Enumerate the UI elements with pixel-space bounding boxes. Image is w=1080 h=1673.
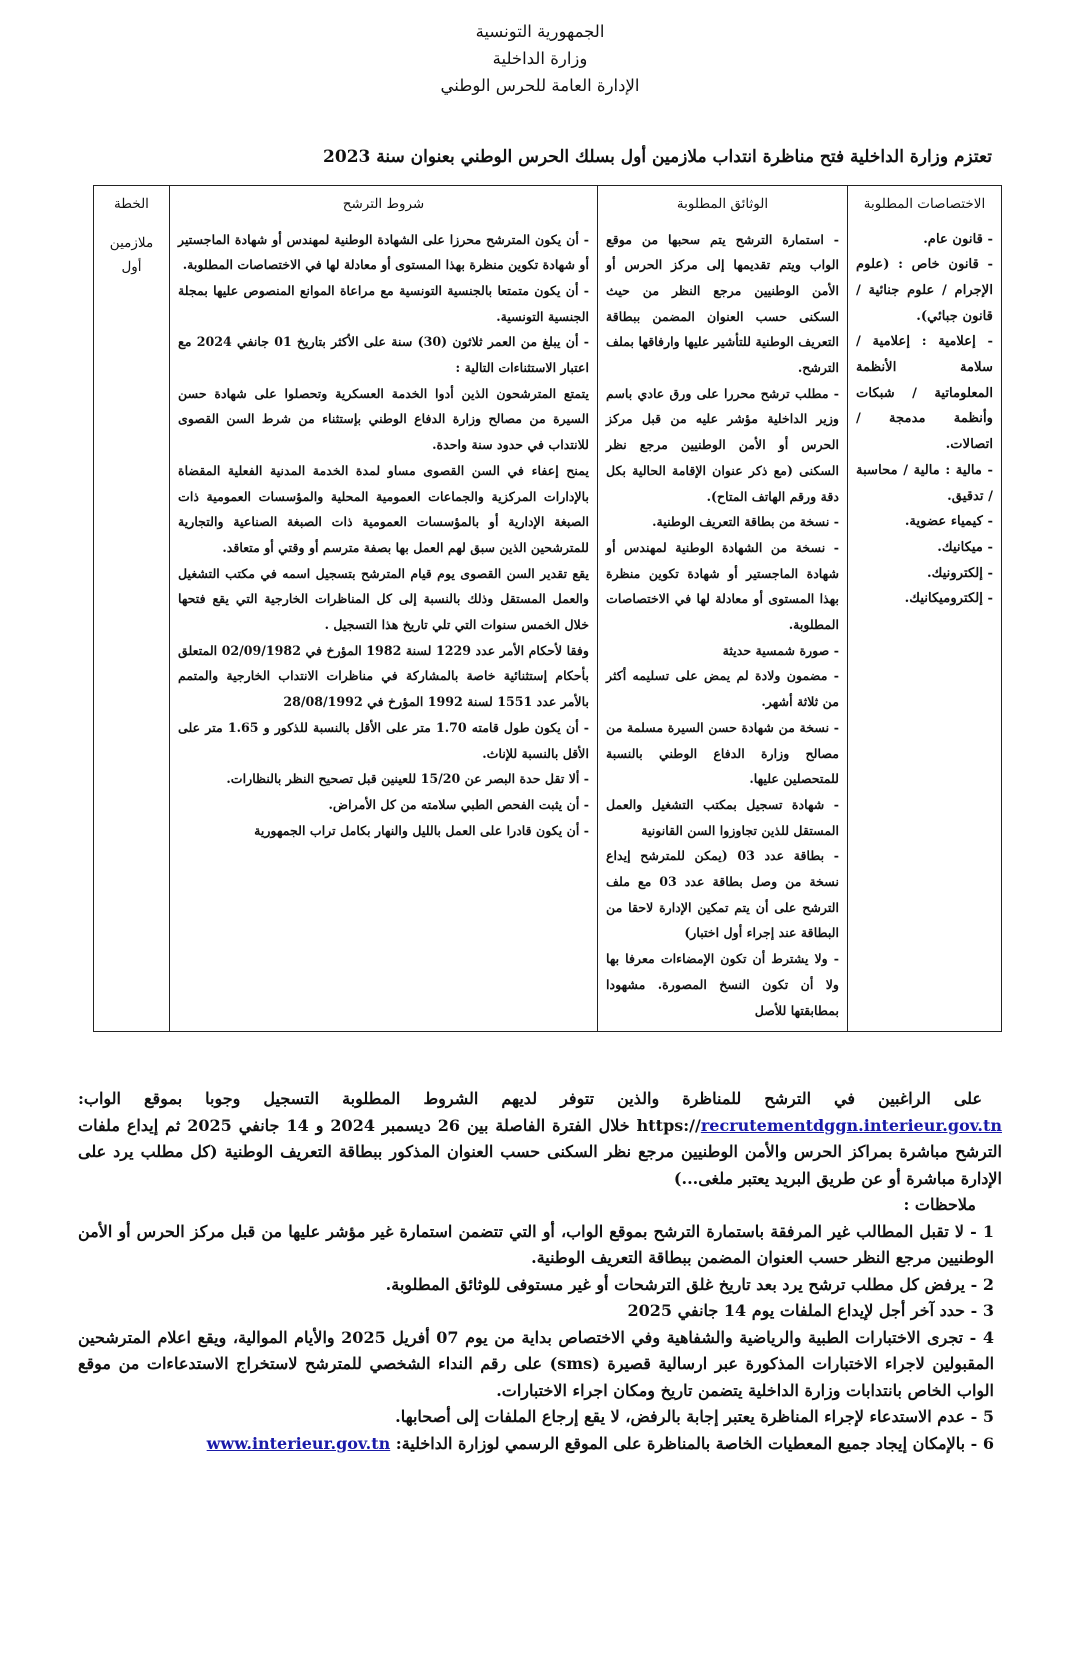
condition-item: وفقا لأحكام الأمر عدد 1229 لسنة 1982 المؤرخ في 02/09/1982 المتعلق بأحكام إستثنائية خاصة بالمشاركة في مناظرات الانتداب الخارجية والمتمم بالأمر عدد 1551 لسنة 1992 المؤرخ في 28/08/1992 xyxy=(178,642,589,710)
condition-item: يتمتع المترشحون الذين أدوا الخدمة العسكرية وتحصلوا على شهادة حسن السيرة من مصالح وزارة الدفاع الوطني بإستثناء من شرط السن القصوى للانتداب في حدود سنة واحدة. xyxy=(178,385,589,453)
condition-item: - ألا تقل حدة البصر عن 15/20 للعينين قبل تصحيح النظر بالنظارات. xyxy=(226,771,589,787)
note-item: 3 - حدد آخر أجل لإيداع الملفات يوم 14 جانفي 2025 xyxy=(627,1301,994,1321)
note-item: 5 - عدم الاستدعاء لإجراء المناظرة يعتبر إجابة بالرفض، لا يقع إرجاع الملفات إلى أصحابها. xyxy=(395,1407,994,1427)
specialty-item: - إعلامية : إعلامية / سلامة الأنظمة المعلوماتية / شبكات وأنظمة مدمجة / اتصالات. xyxy=(856,334,993,453)
note-item: 4 - تجرى الاختبارات الطبية والرياضية والشفاهية وفي الاختصاص بداية من يوم 07 أفريل 2025 والأيام الموالية، ويقع اعلام المترشحين المقبولين لاجراء الاختبارات المذكورة عبر ارسالية قصيرة (sms) على رقم النداء الشخصي للمترشح لاستخراج الاستدعاءات من موقع الواب الخاص بانتدابات وزارة الداخلية يتضمن تاريخ ومكان اجراء الاختبارات. xyxy=(78,1327,995,1400)
ministry-website-link[interactable]: www.interieur.gov.tn xyxy=(206,1433,391,1453)
note-item: 1 - لا تقبل المطالب غير المرفقة باستمارة الترشح بموقع الواب، أو التي تتضمن استمارة غير مؤشر عليها من قبل مركز الحرس أو الأمن الوطنيين مرجع النظر حسب العنوان المضمن ببطاقة التعريف الوطنية. xyxy=(78,1221,995,1268)
header-documents: الوثائق المطلوبة xyxy=(598,186,848,223)
document-item: - نسخة من شهادة حسن السيرة مسلمة من مصالح وزارة الدفاع الوطني بالنسبة للمتحصلين عليها. xyxy=(606,719,839,787)
condition-item: - أن يكون متمتعا بالجنسية التونسية مع مراعاة الموانع المنصوص عليها بمجلة الجنسية التونسية. xyxy=(178,282,589,324)
ministry-name: وزارة الداخلية xyxy=(492,49,588,68)
specialty-item: - إلكترونيك. xyxy=(926,565,993,581)
document-item: - مطلب ترشح محررا على ورق عادي باسم وزير الداخلية مؤشر عليه من قبل مركز الحرس أو الأمن الوطنيين مرجع نظر السكنى (مع ذكر عنوان الإقامة الحالية بكل دقة ورقم الهاتف المتاح). xyxy=(606,385,839,504)
table-header-row xyxy=(94,186,1002,223)
plan-cell: ملازمين أول xyxy=(94,223,170,1032)
table-row xyxy=(94,223,1002,1032)
condition-item: - أن يكون قادرا على العمل بالليل والنهار بكامل تراب الجمهورية xyxy=(254,822,589,838)
document-item: - صورة شمسية حديثة xyxy=(722,642,839,658)
specialty-item: - مالية : مالية / محاسبة / تدقيق. xyxy=(856,462,993,504)
registration-paragraph xyxy=(78,1086,1002,1192)
note-item-website xyxy=(78,1431,1002,1458)
condition-item: يمنح إعفاء في السن القصوى مساو لمدة الخدمة المدنية الفعلية المقضاة بالإدارات المركزية والجماعات العمومية المحلية والمؤسسات العمومية ذات الصبغة الإدارية أو بالمؤسسات العمومية ذات الصبغة الصناعية والتجارية للمترشحين الذين سبق لهم العمل بها بصفة مترسم أو وقتي أو متعاقد. xyxy=(178,462,589,555)
header-conditions: شروط الترشح xyxy=(170,186,598,223)
competition-table xyxy=(93,185,1002,1032)
note-item: 2 - يرفض كل مطلب ترشح يرد بعد تاريخ غلق الترشحات أو غير مستوفى للوثائق المطلوبة. xyxy=(385,1274,994,1294)
announcement-title: تعتزم وزارة الداخلية فتح مناظرة انتداب ملازمين أول بسلك الحرس الوطني بعنوان سنة 2023 xyxy=(323,147,992,167)
notes-title: ملاحظات : xyxy=(903,1195,976,1215)
specialty-item: - قانون عام. xyxy=(923,231,993,247)
document-item: - شهادة تسجيل بمكتب التشغيل والعمل المستقل للذين تجاوزوا السن القانونية xyxy=(606,796,839,838)
note-6-text: 6 - بالإمكان إيجاد جميع المعطيات الخاصة بالمناظرة على الموقع الرسمي لوزارة الداخلية: xyxy=(395,1433,994,1453)
document-item: - مضمون ولادة لم يمض على تسليمه أكثر من ثلاثة أشهر. xyxy=(606,668,839,710)
registration-section xyxy=(78,1086,1002,1457)
header-plan: الخطة xyxy=(94,186,170,223)
specialty-item: - ميكانيك. xyxy=(937,539,993,555)
specialty-item: - كيمياء عضوية. xyxy=(904,514,993,530)
specialty-item: - قانون خاص : (علوم الإجرام / علوم جنائية / قانون جبائي). xyxy=(856,257,993,324)
documents-cell xyxy=(598,223,848,1032)
condition-item: - أن يثبت الفحص الطبي سلامته من كل الأمراض. xyxy=(328,796,589,812)
registration-link[interactable]: recrutementdggn.interieur.gov.tn xyxy=(700,1115,1003,1135)
document-item: - ولا يشترط أن تكون الإمضاءات معرفا بها ولا أن تكون النسخ المصورة. مشهودا بمطابقتها للأصل xyxy=(606,951,839,1018)
condition-item: - أن يكون طول قامته 1.70 متر على الأقل بالنسبة للذكور و 1.65 متر على الأقل بالنسبة للإناث. xyxy=(178,719,589,761)
document-item: - نسخة من الشهادة الوطنية لمهندس أو شهادة الماجستير أو شهادة تكوين منظرة بهذا المستوى أو معادلة لها في الاختصاصات المطلوبة. xyxy=(606,539,839,633)
conditions-cell xyxy=(170,223,598,1032)
condition-item: - أن يبلغ من العمر ثلاثون (30) سنة على الأكثر بتاريخ 01 جانفي 2024 مع اعتبار الاستثناءات التالية : xyxy=(178,334,589,376)
registration-text-start: على الراغبين في الترشح للمناظرة والذين تتوفر لديهم الشروط المطلوبة التسجيل وجوبا بموقع الواب: https:// xyxy=(78,1089,982,1135)
specialty-item: - إلكتروميكانيك. xyxy=(904,591,993,607)
directorate-name: الإدارة العامة للحرس الوطني xyxy=(440,76,640,95)
document-item: - نسخة من بطاقة التعريف الوطنية. xyxy=(652,514,839,530)
republic-name: الجمهورية التونسية xyxy=(475,22,605,41)
document-item: - استمارة الترشح يتم سحبها من موقع الواب ويتم تقديمها إلى مركز الحرس أو الأمن الوطنيين مرجع النظر من حيث السكنى حسب العنوان المضمن ببطاقة التعريف الوطنية للتأشير عليها وارفاقها بملف الترشح. xyxy=(606,231,839,376)
condition-item: - أن يكون المترشح محرزا على الشهادة الوطنية لمهندس أو شهادة الماجستير أو شهادة تكوين منظرة بهذا المستوى أو معادلة لها في الاختصاصات المطلوبة. xyxy=(178,231,589,273)
document-item: - بطاقة عدد 03 (يمكن للمترشح إيداع نسخة من وصل بطاقة عدد 03 مع ملف الترشح على أن يتم تمكين الإدارة لاحقا من البطاقة عند إجراء أول اختبار) xyxy=(606,848,839,941)
specialties-cell xyxy=(848,223,1002,1032)
registration-text-end: خلال الفترة الفاصلة بين 26 ديسمبر 2024 و 14 جانفي 2025 ثم إيداع ملفات الترشح مباشرة بمراكز الحرس والأمن الوطنيين مرجع نظر السكنى حسب العنوان المذكور ببطاقة التعريف الوطنية (كل مطلب يرد على الإدارة مباشرة أو عن طريق البريد يعتبر ملغى...) xyxy=(78,1115,1003,1188)
letterhead xyxy=(78,18,1002,99)
condition-item: يقع تقدير السن القصوى يوم قيام المترشح بتسجيل اسمه في مكتب التشغيل والعمل المستقل وذلك بالنسبة إلى كل المناظرات الخارجية التي يقع فتحها خلال الخمس سنوات التي تلي تاريخ هذا التسجيل . xyxy=(178,565,589,633)
header-specialties: الاختصاصات المطلوبة xyxy=(848,186,1002,223)
